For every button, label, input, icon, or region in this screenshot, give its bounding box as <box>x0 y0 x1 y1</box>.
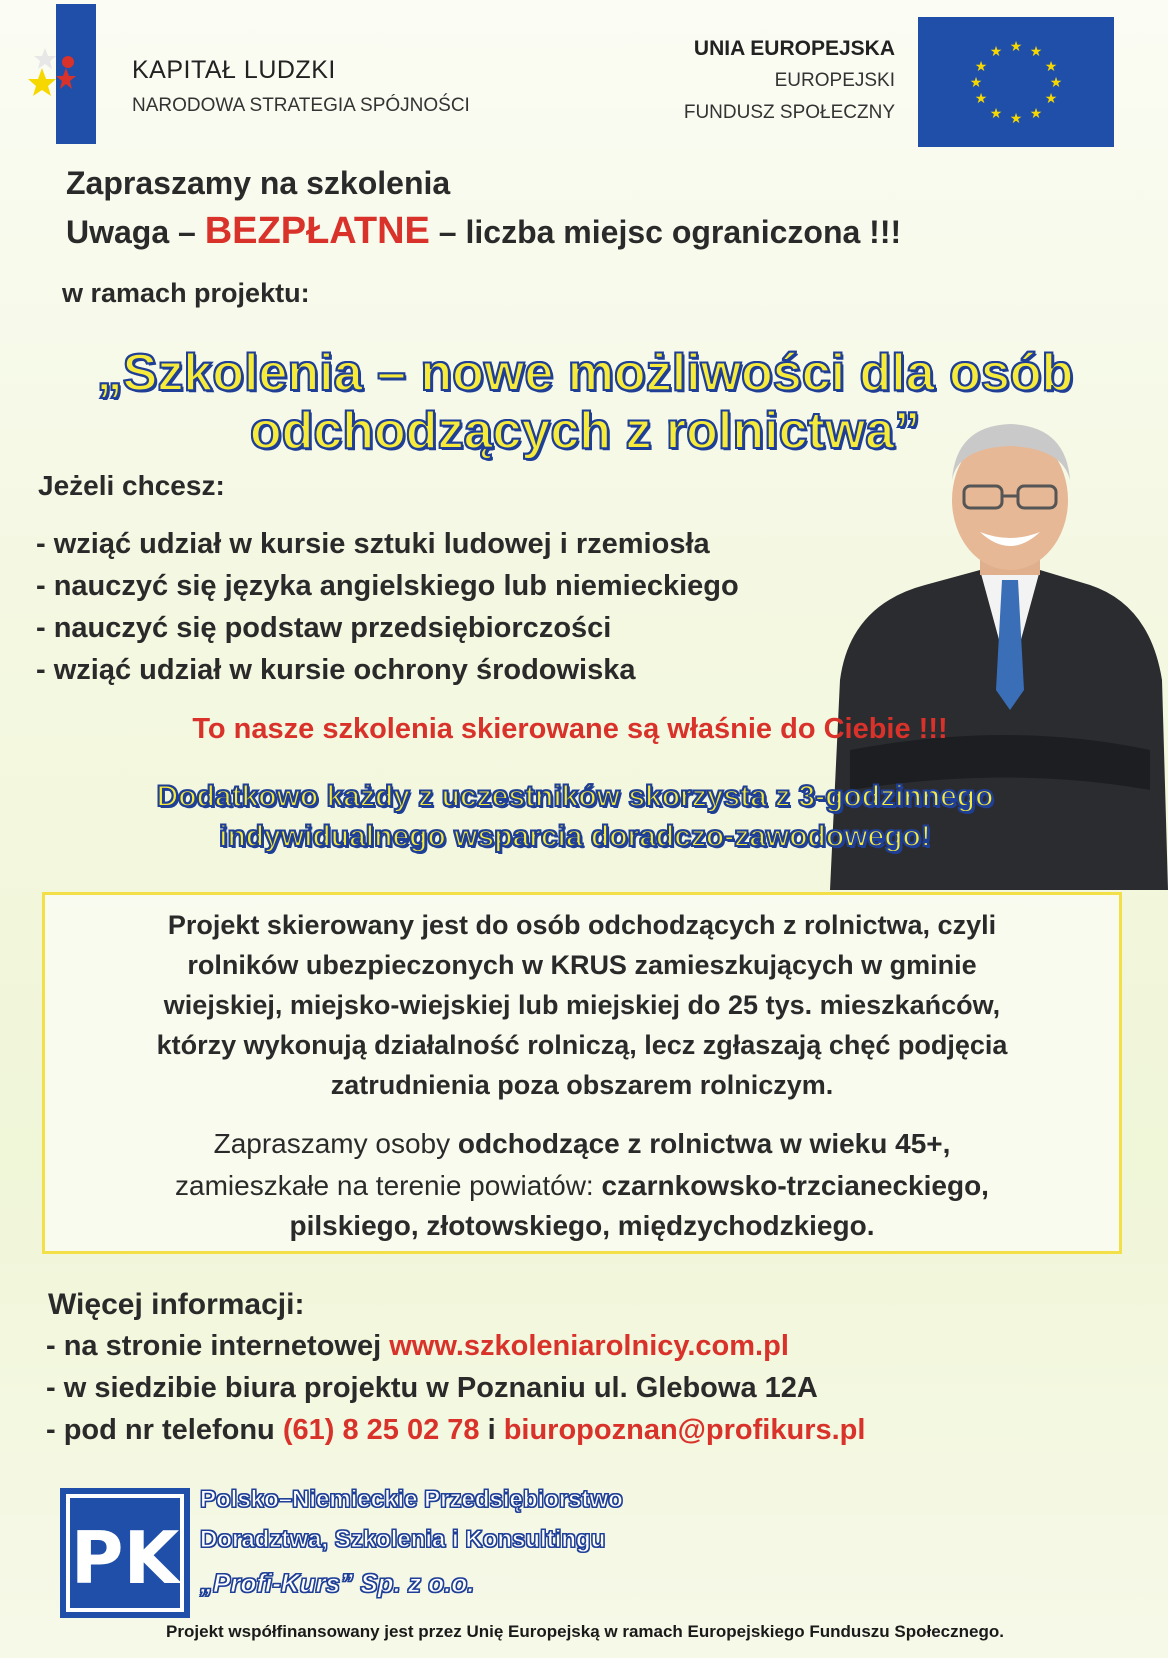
svg-text:★: ★ <box>989 44 1003 60</box>
svg-text:★: ★ <box>1029 44 1043 60</box>
ue-subtitle-1: EUROPEJSKI <box>774 70 895 91</box>
contact-web <box>46 1330 789 1363</box>
website-link[interactable]: www.szkoleniarolnicy.com.pl <box>389 1330 789 1362</box>
footer-cofinancing: Projekt współfinansowany jest przez Unię Europejską w ramach Europejskiego Funduszu Społecznego. <box>166 1622 1004 1641</box>
company-line-2: Doradztwa, Szkolenia i Konsultingu <box>200 1526 606 1553</box>
email-link[interactable]: biuropoznan@profikurs.pl <box>503 1414 866 1446</box>
svg-text:★: ★ <box>989 106 1003 122</box>
call-to-action: To nasze szkolenia skierowane są właśnie do Ciebie !!! <box>192 713 948 745</box>
info-line: rolników ubezpieczonych w KRUS zamieszkujących w gminie <box>187 950 977 980</box>
want-list-item: - nauczyć się podstaw przedsiębiorczości <box>36 612 612 644</box>
contact-phone-prefix: - pod nr telefonu <box>46 1414 283 1446</box>
pk-logo-text: PK <box>70 1516 180 1600</box>
more-info-title: Więcej informacji: <box>48 1288 305 1321</box>
want-list-item: - wziąć udział w kursie sztuki ludowej i rzemiosła <box>36 528 710 560</box>
info-line: Projekt skierowany jest do osób odchodzących z rolnictwa, czyli <box>167 910 997 940</box>
info-line: którzy wykonują działalność rolniczą, lecz zgłaszają chęć podjęcia <box>156 1030 1008 1060</box>
kapital-ludzki-title: KAPITAŁ LUDZKI <box>132 56 336 84</box>
svg-text:★: ★ <box>1044 91 1058 107</box>
invite-line-3 <box>42 1210 1122 1242</box>
want-list-item: - nauczyć się języka angielskiego lub niemieckiego <box>36 570 739 602</box>
want-list-title: Jeżeli chcesz: <box>38 470 225 501</box>
svg-text:★: ★ <box>1049 75 1063 91</box>
profi-kurs-logo <box>60 1488 190 1618</box>
invite-target: odchodzące z rolnictwa w wieku 45+, <box>457 1128 951 1159</box>
svg-text:★: ★ <box>974 59 988 75</box>
project-title-line-1: „Szkolenia – nowe możliwości dla osób <box>96 344 1074 402</box>
svg-text:★: ★ <box>1029 106 1043 122</box>
svg-text:★: ★ <box>1009 39 1023 55</box>
kapital-ludzki-subtitle: NARODOWA STRATEGIA SPÓJNOŚCI <box>132 95 470 116</box>
contact-web-prefix: - na stronie internetowej <box>46 1330 390 1362</box>
project-title-line-2: odchodzących z rolnictwa” <box>249 402 921 460</box>
company-name: „Profi-Kurs” Sp. z o.o. <box>200 1568 475 1598</box>
intro-line-3: w ramach projektu: <box>62 278 310 308</box>
svg-text:★: ★ <box>974 91 988 107</box>
eu-flag-icon <box>918 17 1114 147</box>
extra-support-line-2: indywidualnego wsparcia doradczo-zawodowego! <box>219 820 931 853</box>
invite-prefix: Zapraszamy osoby <box>213 1128 458 1159</box>
intro-line-2-prefix: Uwaga – <box>66 214 205 250</box>
invite2-prefix: zamieszkałe na terenie powiatów: <box>175 1170 602 1201</box>
extra-support-line-1: Dodatkowo każdy z uczestników skorzysta z 3-godzinnego <box>156 780 994 813</box>
contact-office: - w siedzibie biura projektu w Poznaniu ul. Glebowa 12A <box>46 1372 818 1404</box>
invite-line-1 <box>42 1128 1122 1160</box>
ue-subtitle-2: FUNDUSZ SPOŁECZNY <box>683 102 895 123</box>
info-line: zatrudnienia poza obszarem rolniczym. <box>330 1070 834 1100</box>
svg-text:★: ★ <box>969 75 983 91</box>
info-line: wiejskiej, miejsko-wiejskiej lub miejskiej do 25 tys. mieszkańców, <box>163 990 1001 1020</box>
kapital-ludzki-logo <box>28 4 98 144</box>
svg-text:★: ★ <box>1044 59 1058 75</box>
want-list-item: - wziąć udział w kursie ochrony środowiska <box>36 654 636 686</box>
svg-text:★: ★ <box>1009 111 1023 127</box>
free-highlight: BEZPŁATNE <box>204 210 430 252</box>
phone-number[interactable]: (61) 8 25 02 78 <box>282 1414 480 1446</box>
ue-title: UNIA EUROPEJSKA <box>693 37 895 60</box>
invite-line-2 <box>42 1170 1122 1202</box>
invite3-districts: pilskiego, złotowskiego, międzychodzkiego. <box>289 1210 875 1241</box>
intro-line-1: Zapraszamy na szkolenia <box>66 165 451 201</box>
company-line-1: Polsko–Niemieckie Przedsiębiorstwo <box>200 1486 623 1513</box>
invite2-district: czarnkowsko-trzcianeckiego, <box>601 1170 989 1201</box>
contact-phone <box>46 1414 865 1447</box>
intro-line-2-suffix: – liczba miejsc ograniczona !!! <box>429 214 902 250</box>
intro-line-2 <box>66 210 901 253</box>
contact-and: i <box>479 1414 504 1446</box>
